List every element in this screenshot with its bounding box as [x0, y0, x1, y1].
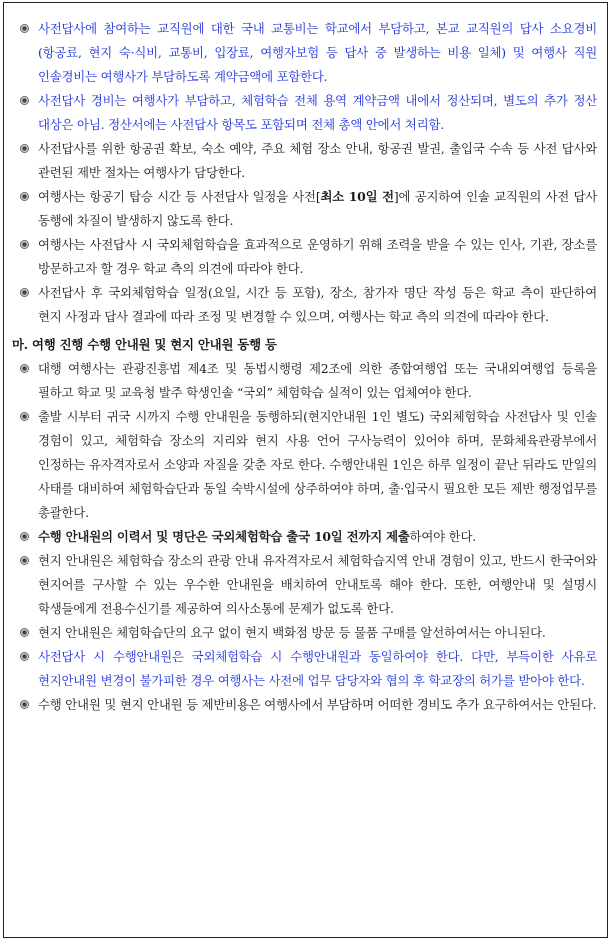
item-text: 대행 여행사는 관광진흥법 제4조 및 동법시행령 제2조에 의한 종합여행업 또는 국내외여행업 등록을 필하고 학교 및 교육청 발주 학생인솔 “국외” 체험학습 실적이 있는 업체여야 한다. — [38, 361, 597, 400]
list-item — [16, 525, 597, 549]
item-text: 출발 시부터 귀국 시까지 수행 안내원을 동행하되(현지안내원 1인 별도) 국외체험학습 사전답사 및 인솔 경험이 있고, 체험학습 장소의 지리와 현지 사용 언어 구사능력이 있어야 하며, 문화체육관광부에서 인정하는 유자격자로서 소양과 자질을 갖춘 자로 한다. 수행안내원 1인은 하루 일정이 끝난 뒤라도 만일의 사태를 대비하여 체험학습단과 동일 숙박시설에 상주하여야 하며, 출·입국시 필요한 모든 제반 행정업무를 총괄한다. — [38, 409, 597, 520]
item-text: 사전답사를 위한 항공권 확보, 숙소 예약, 주요 체험 장소 안내, 항공권 발권, 출입국 수속 등 사전 답사와 관련된 제반 절차는 여행사가 담당한다. — [38, 141, 597, 180]
list-item — [16, 405, 597, 525]
list-item — [16, 621, 597, 645]
list-item — [16, 137, 597, 185]
bullet-icon — [20, 192, 29, 201]
item-text: 사전답사 시 수행안내원은 국외체험학습 시 수행안내원과 동일하여야 한다. 다만, 부득이한 사유로 현지안내원 변경이 불가피한 경우 여행사는 사전에 업무 담당자와 협의 후 학교장의 허가를 받아야 한다. — [38, 649, 597, 688]
bullet-icon — [20, 288, 29, 297]
bullet-icon — [20, 364, 29, 373]
item-text: 여행사는 사전답사 시 국외체험학습을 효과적으로 운영하기 위해 조력을 받을 수 있는 인사, 기관, 장소를 방문하고자 할 경우 학교 측의 의견에 따라야 한다. — [38, 237, 597, 276]
list-item — [16, 357, 597, 405]
list-item — [16, 89, 597, 137]
bullet-icon — [20, 700, 29, 709]
section-heading: 마. 여행 진행 수행 안내원 및 현지 안내원 동행 등 — [12, 337, 277, 352]
bullet-icon — [20, 96, 29, 105]
item-text: 사전답사 후 국외체험학습 일정(요일, 시간 등 포함), 장소, 참가자 명단 작성 등은 학교 측이 판단하여 현지 사정과 답사 결과에 따라 조정 및 변경할 수 있으며, 여행사는 학교 측의 의견에 따라야 한다. — [38, 285, 597, 324]
item-text: 사전답사에 참여하는 교직원에 대한 국내 교통비는 학교에서 부담하고, 본교 교직원의 답사 소요경비(항공료, 현지 숙·식비, 교통비, 입장료, 여행자보험 등 답사 중 발생하는 비용 일체) 및 여행사 직원 인솔경비는 여행사가 부담하도록 계약금액에 포함한다. — [38, 21, 597, 84]
bullet-icon — [20, 652, 29, 661]
document-page — [3, 2, 608, 938]
bullet-icon — [20, 240, 29, 249]
item-text: 수행 안내원 및 현지 안내원 등 제반비용은 여행사에서 부담하며 어떠한 경비도 추가 요구하여서는 안된다. — [38, 697, 597, 712]
item-text-emphasis: 최소 10일 전 — [320, 189, 394, 204]
bullet-icon — [20, 24, 29, 33]
list-item — [16, 281, 597, 329]
item-text-post: ]에 공지하여 인솔 교직원의 사전 답사 동행에 차질이 발생하지 않도록 한다. — [38, 189, 597, 228]
item-text-post: 하여야 한다. — [409, 529, 476, 544]
list-item — [16, 693, 597, 717]
bullet-icon — [20, 628, 29, 637]
list-item — [16, 17, 597, 89]
list-item — [16, 233, 597, 281]
bullet-icon — [20, 412, 29, 421]
list-item — [16, 185, 597, 233]
bullet-icon — [20, 144, 29, 153]
bullet-icon — [20, 532, 29, 541]
list-item — [16, 549, 597, 621]
item-text: 사전답사 경비는 여행사가 부담하고, 체험학습 전체 용역 계약금액 내에서 정산되며, 별도의 추가 정산 대상은 아님. 정산서에는 사전답사 항목도 포함되며 전체 총액 안에서 처리함. — [38, 93, 597, 132]
item-text-pre: 여행사는 항공기 탑승 시간 등 사전답사 일정을 사전[ — [38, 189, 321, 204]
item-text-emphasis: 수행 안내원의 이력서 및 명단은 국외체험학습 출국 10일 전까지 제출 — [38, 529, 410, 544]
item-text: 현지 안내원은 체험학습 장소의 관광 안내 유자격자로서 체험학습지역 안내 경험이 있고, 반드시 한국어와 현지어를 구사할 수 있는 우수한 안내원을 배치하여 안내토록 해야 한다. 또한, 여행안내 및 설명시 학생들에게 전용수신기를 제공하여 의사소통에 문제가 없도록 한다. — [38, 553, 597, 616]
item-text: 현지 안내원은 체험학습단의 요구 없이 현지 백화점 방문 등 물품 구매를 알선하여서는 아니된다. — [38, 625, 546, 640]
list-item — [16, 645, 597, 693]
bullet-icon — [20, 556, 29, 565]
